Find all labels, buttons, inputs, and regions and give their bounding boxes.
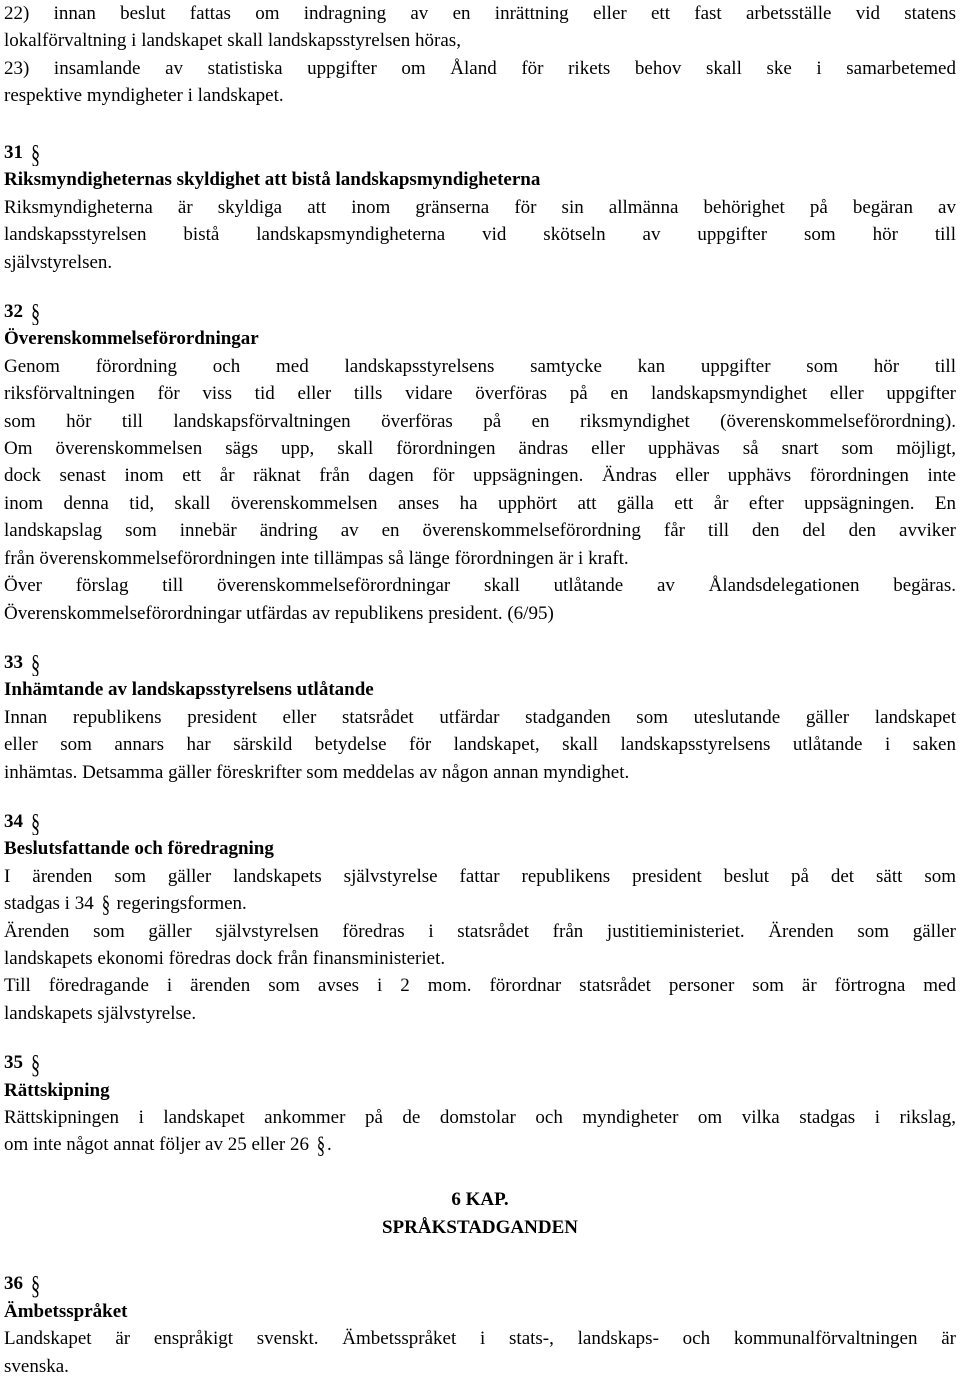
section-sign-icon: § [30,299,41,326]
section-line: Landskapet är enspråkigt svenskt. Ämbetsspråket i stats-, landskaps- och kommunalförvaltningen är [4,1328,956,1350]
section-line: landskapets självstyrelse. [4,1002,197,1024]
section-line: eller som annars har särskild betydelse för landskapet, skall landskapsstyrelsens utlåtande i saken [4,734,956,756]
intro-line-3: 23) insamlande av statistiska uppgifter om Åland för rikets behov skall ske i samarbetemed [4,57,956,79]
chapter-heading [4,1186,956,1241]
section-line: stadgas i 34 § regeringsformen. [4,892,247,918]
section-line: Innan republikens president eller statsrådet utfärdar stadganden som uteslutande gäller landskapet [4,706,956,728]
section-line: från överenskommelseförordningen inte tillämpas så länge förordningen är i kraft. [4,547,629,569]
section-line: Överenskommelseförordningar utfärdas av republikens president. (6/95) [4,602,554,624]
section-number: 33 § [4,649,41,677]
section-line: Om överenskommelsen sägs upp, skall förordningen ändras eller upphävas så snart som möjligt, [4,438,956,460]
section-sign-icon: § [30,649,41,677]
intro-line-4: respektive myndigheter i landskapet. [4,85,284,107]
section-line: Ärenden som gäller självstyrelsen föredras i statsrådet från justitieministeriet. Ärenden som gäller [4,920,956,942]
section-34 [4,806,956,1027]
section-line: riksförvaltningen för viss tid eller tills vidare överföras på en landskapsmyndighet eller uppgifter [4,383,956,405]
section-sign-icon: § [30,808,41,836]
intro-block [4,0,956,110]
section-title: Riksmyndigheternas skyldighet att bistå landskapsmyndigheterna [4,169,541,191]
chapter-number: 6 KAP. [451,1189,509,1211]
section-number: 31 § [4,140,41,167]
section-line: Rättskipningen i landskapet ankommer på de domstolar och myndigheter om vilka stadgas i rikslag, [4,1107,956,1129]
section-line: landskapslag som innebär ändring av en överenskommelseförordning får till den del den avviker [4,520,956,542]
section-title: Inhämtande av landskapsstyrelsens utlåtande [4,679,374,701]
section-line: I ärenden som gäller landskapets självstyrelse fattar republikens president beslut på det sätt som [4,865,956,887]
section-line: självstyrelsen. [4,251,113,273]
section-line: landskapets ekonomi föredras dock från finansministeriet. [4,947,446,969]
section-title: Beslutsfattande och föredragning [4,838,274,860]
section-35 [4,1047,956,1159]
section-33 [4,647,956,786]
section-sign-icon: § [30,1271,41,1298]
section-line: dock senast inom ett år räknat från dagen för uppsägningen. Ändras eller upphävs förordningen inte [4,465,956,487]
chapter-title: SPRÅKSTADGANDEN [381,1216,578,1238]
section-sign-icon: § [316,1133,326,1159]
section-number: 36 § [4,1271,41,1298]
section-number: 35 § [4,1050,41,1077]
section-31 [4,137,956,276]
section-line: inom denna tid, skall överenskommelsen anses ha upphört att gälla ett år efter uppsägningen. En [4,492,956,514]
section-line: landskapsstyrelsen bistå landskapsmyndigheterna vid skötseln av uppgifter som hör till [4,224,956,246]
section-line: Genom förordning och med landskapsstyrelsens samtycke kan uppgifter som hör till [4,355,956,377]
section-line: Till föredragande i ärenden som avses i 2 mom. förordnar statsrådet personer som är förtrogna med [4,975,956,997]
section-line: Riksmyndigheterna är skyldiga att inom gränserna för sin allmänna behörighet på begäran av [4,196,956,218]
section-32 [4,296,956,627]
section-line: som hör till landskapsförvaltningen överföras på en riksmyndighet (överenskommelseförordning). [4,410,956,432]
section-title: Överenskommelseförordningar [4,328,259,350]
section-36 [4,1268,956,1380]
intro-line-2: lokalförvaltning i landskapet skall landskapsstyrelsen höras, [4,30,461,52]
section-line: inhämtas. Detsamma gäller föreskrifter som meddelas av någon annan myndighet. [4,761,630,783]
section-line: om inte något annat följer av 25 eller 26 §. [4,1133,332,1159]
section-sign-icon: § [101,892,110,918]
section-number: 34 § [4,808,41,836]
section-title: Ämbetsspråket [4,1300,128,1322]
intro-line-1: 22) innan beslut fattas om indragning av en inrättning eller ett fast arbetsställe vid statens [4,3,956,24]
section-number: 32 § [4,299,41,326]
section-title: Rättskipning [4,1079,110,1101]
section-line: Över förslag till överenskommelseförordningar skall utlåtande av Ålandsdelegationen begäras. [4,575,956,597]
section-sign-icon: § [30,1050,41,1077]
section-sign-icon: § [30,140,41,167]
section-line: svenska. [4,1355,69,1377]
